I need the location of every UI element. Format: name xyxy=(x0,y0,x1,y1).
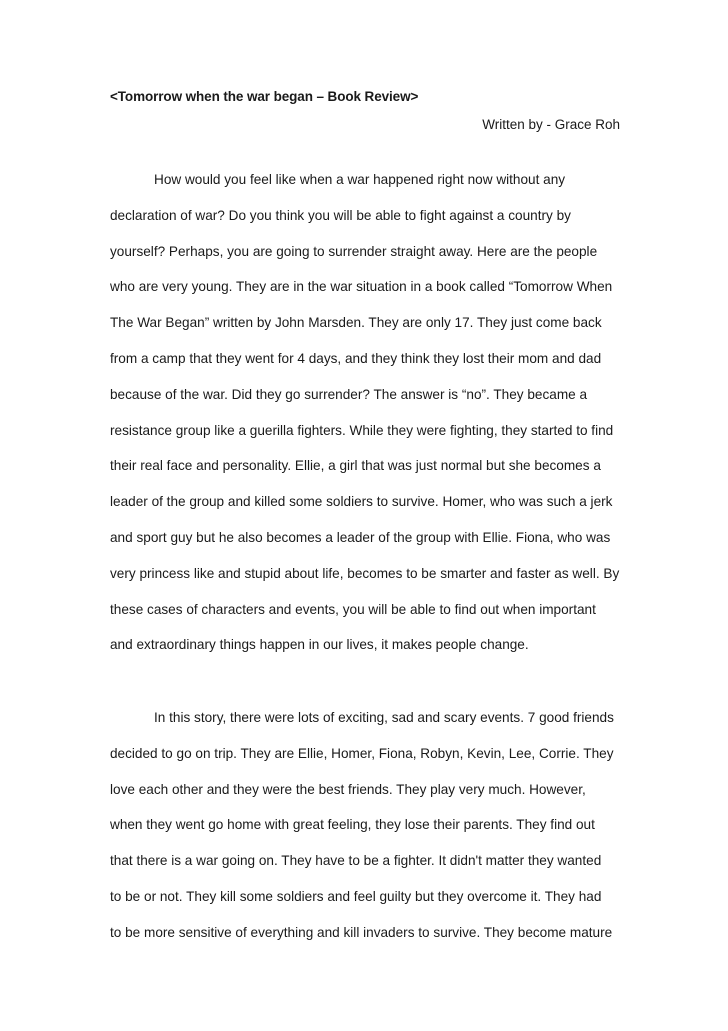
text-line: to be more sensitive of everything and kill invaders to survive. They become mature xyxy=(110,924,613,940)
text-line: from a camp that they went for 4 days, and they think they lost their mom and dad xyxy=(110,350,602,366)
text-line: that there is a war going on. They have to be a fighter. It didn't matter they wanted xyxy=(110,853,602,869)
text-line: their real face and personality. Ellie, a girl that was just normal but she becomes a xyxy=(110,458,601,474)
text-line: when they went go home with great feeling, they lose their parents. They find out xyxy=(110,817,595,833)
text-line: to be or not. They kill some soldiers and feel guilty but they overcome it. They had xyxy=(110,888,602,904)
text-line: these cases of characters and events, you will be able to find out when important xyxy=(110,601,596,617)
paragraph-1 xyxy=(110,169,630,670)
text-line: How would you feel like when a war happened right now without any xyxy=(154,172,566,187)
text-line: The War Began” written by John Marsden. They are only 17. They just come back xyxy=(110,315,602,331)
text-line: very princess like and stupid about life, becomes to be smarter and faster as well. By xyxy=(110,565,620,581)
text-line: who are very young. They are in the war situation in a book called “Tomorrow When xyxy=(110,279,613,295)
text-line: declaration of war? Do you think you will be able to fight against a country by xyxy=(110,207,571,223)
text-line: In this story, there were lots of exciting, sad and scary events. 7 good friends xyxy=(154,710,614,725)
text-line: love each other and they were the best friends. They play very much. However, xyxy=(110,781,586,797)
text-line: because of the war. Did they go surrender? The answer is “no”. They became a xyxy=(110,386,588,402)
text-line: decided to go on trip. They are Ellie, Homer, Fiona, Robyn, Kevin, Lee, Corrie. They xyxy=(110,745,614,761)
paragraph-2 xyxy=(110,707,630,958)
document-title: <Tomorrow when the war began – Book Review> xyxy=(110,89,419,104)
text-line: resistance group like a guerilla fighters. While they were fighting, they started to find xyxy=(110,422,614,438)
text-line: and extraordinary things happen in our lives, it makes people change. xyxy=(110,637,529,653)
author-byline: Written by - Grace Roh xyxy=(482,117,620,132)
text-line: leader of the group and killed some soldiers to survive. Homer, who was such a jerk xyxy=(110,494,613,510)
text-line: yourself? Perhaps, you are going to surrender straight away. Here are the people xyxy=(110,243,598,259)
text-line: and sport guy but he also becomes a leader of the group with Ellie. Fiona, who was xyxy=(110,529,611,545)
